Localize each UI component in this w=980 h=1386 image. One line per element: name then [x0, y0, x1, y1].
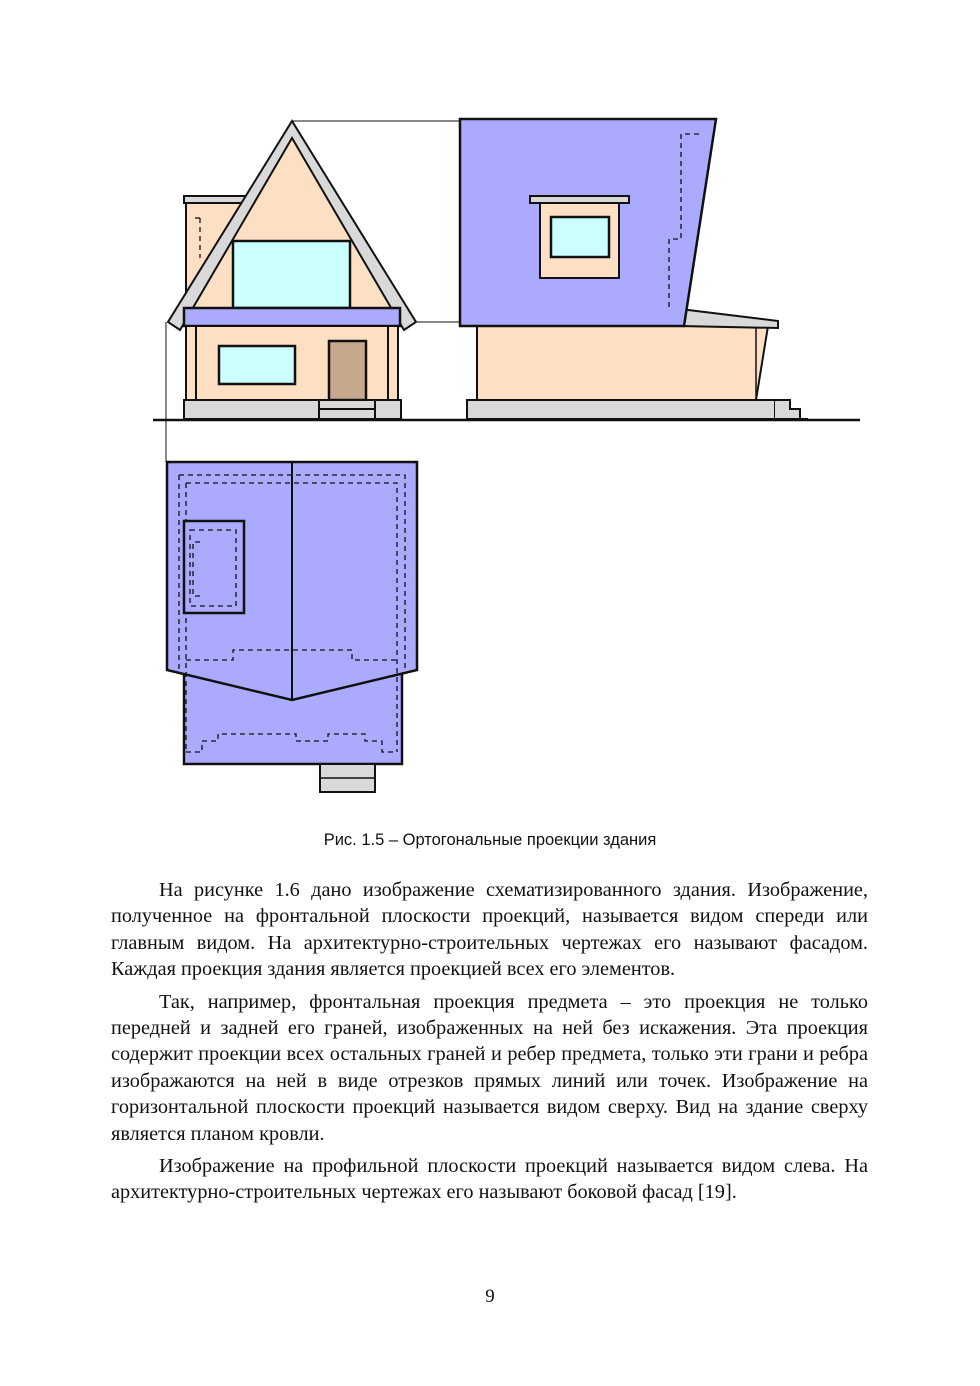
side-porch-roof [680, 309, 778, 328]
paragraph-1: На рисунке 1.6 дано изображение схематизированного здания. Изображение, полученное на фронтальной плоскости проекций, называется видом спереди или главным видом. На архитектурно-строительных чертежах его называют фасадом. Каждая проекция здания является проекцией всех его элементов. [111, 879, 868, 981]
paragraph-3: Изображение на профильной плоскости проекций называется видом слева. На архитектурно-строительных чертежах его называют боковой фасад [19]. [111, 1155, 868, 1204]
ground-floor-window [219, 346, 295, 384]
entrance-step-2 [319, 409, 375, 419]
front-view [168, 121, 416, 419]
figure-caption: Рис. 1.5 – Ортогональные проекции здания [323, 831, 657, 849]
entrance-door [329, 341, 366, 400]
side-ground-floor-wall [477, 326, 768, 400]
page-number: 9 [485, 1286, 495, 1307]
side-view [460, 119, 808, 419]
side-steps [775, 400, 800, 419]
dormer-roof [530, 196, 629, 203]
top-view [167, 462, 417, 792]
side-foundation [467, 400, 775, 419]
attic-window [233, 241, 350, 308]
rear-wing-cap [184, 196, 246, 203]
entrance-step-1 [319, 400, 375, 409]
porch-column-left [186, 326, 196, 400]
dormer-window [551, 217, 609, 257]
balcony-slab [184, 308, 400, 326]
porch-column-right [388, 326, 398, 400]
body-text [111, 877, 868, 1212]
paragraph-2: Так, например, фронтальная проекция предмета – это проекция не только передней и задней его граней, изображенных на ней без искажения. Эта проекция содержит проекции всех остальных граней и ребер предмета, только эти грани и ребра изображаются на ней в виде отрезков прямых линий или точек. Изображение на горизонтальной плоскости проекций называется видом сверху. Вид на здание сверху является планом кровли. [111, 990, 868, 1145]
